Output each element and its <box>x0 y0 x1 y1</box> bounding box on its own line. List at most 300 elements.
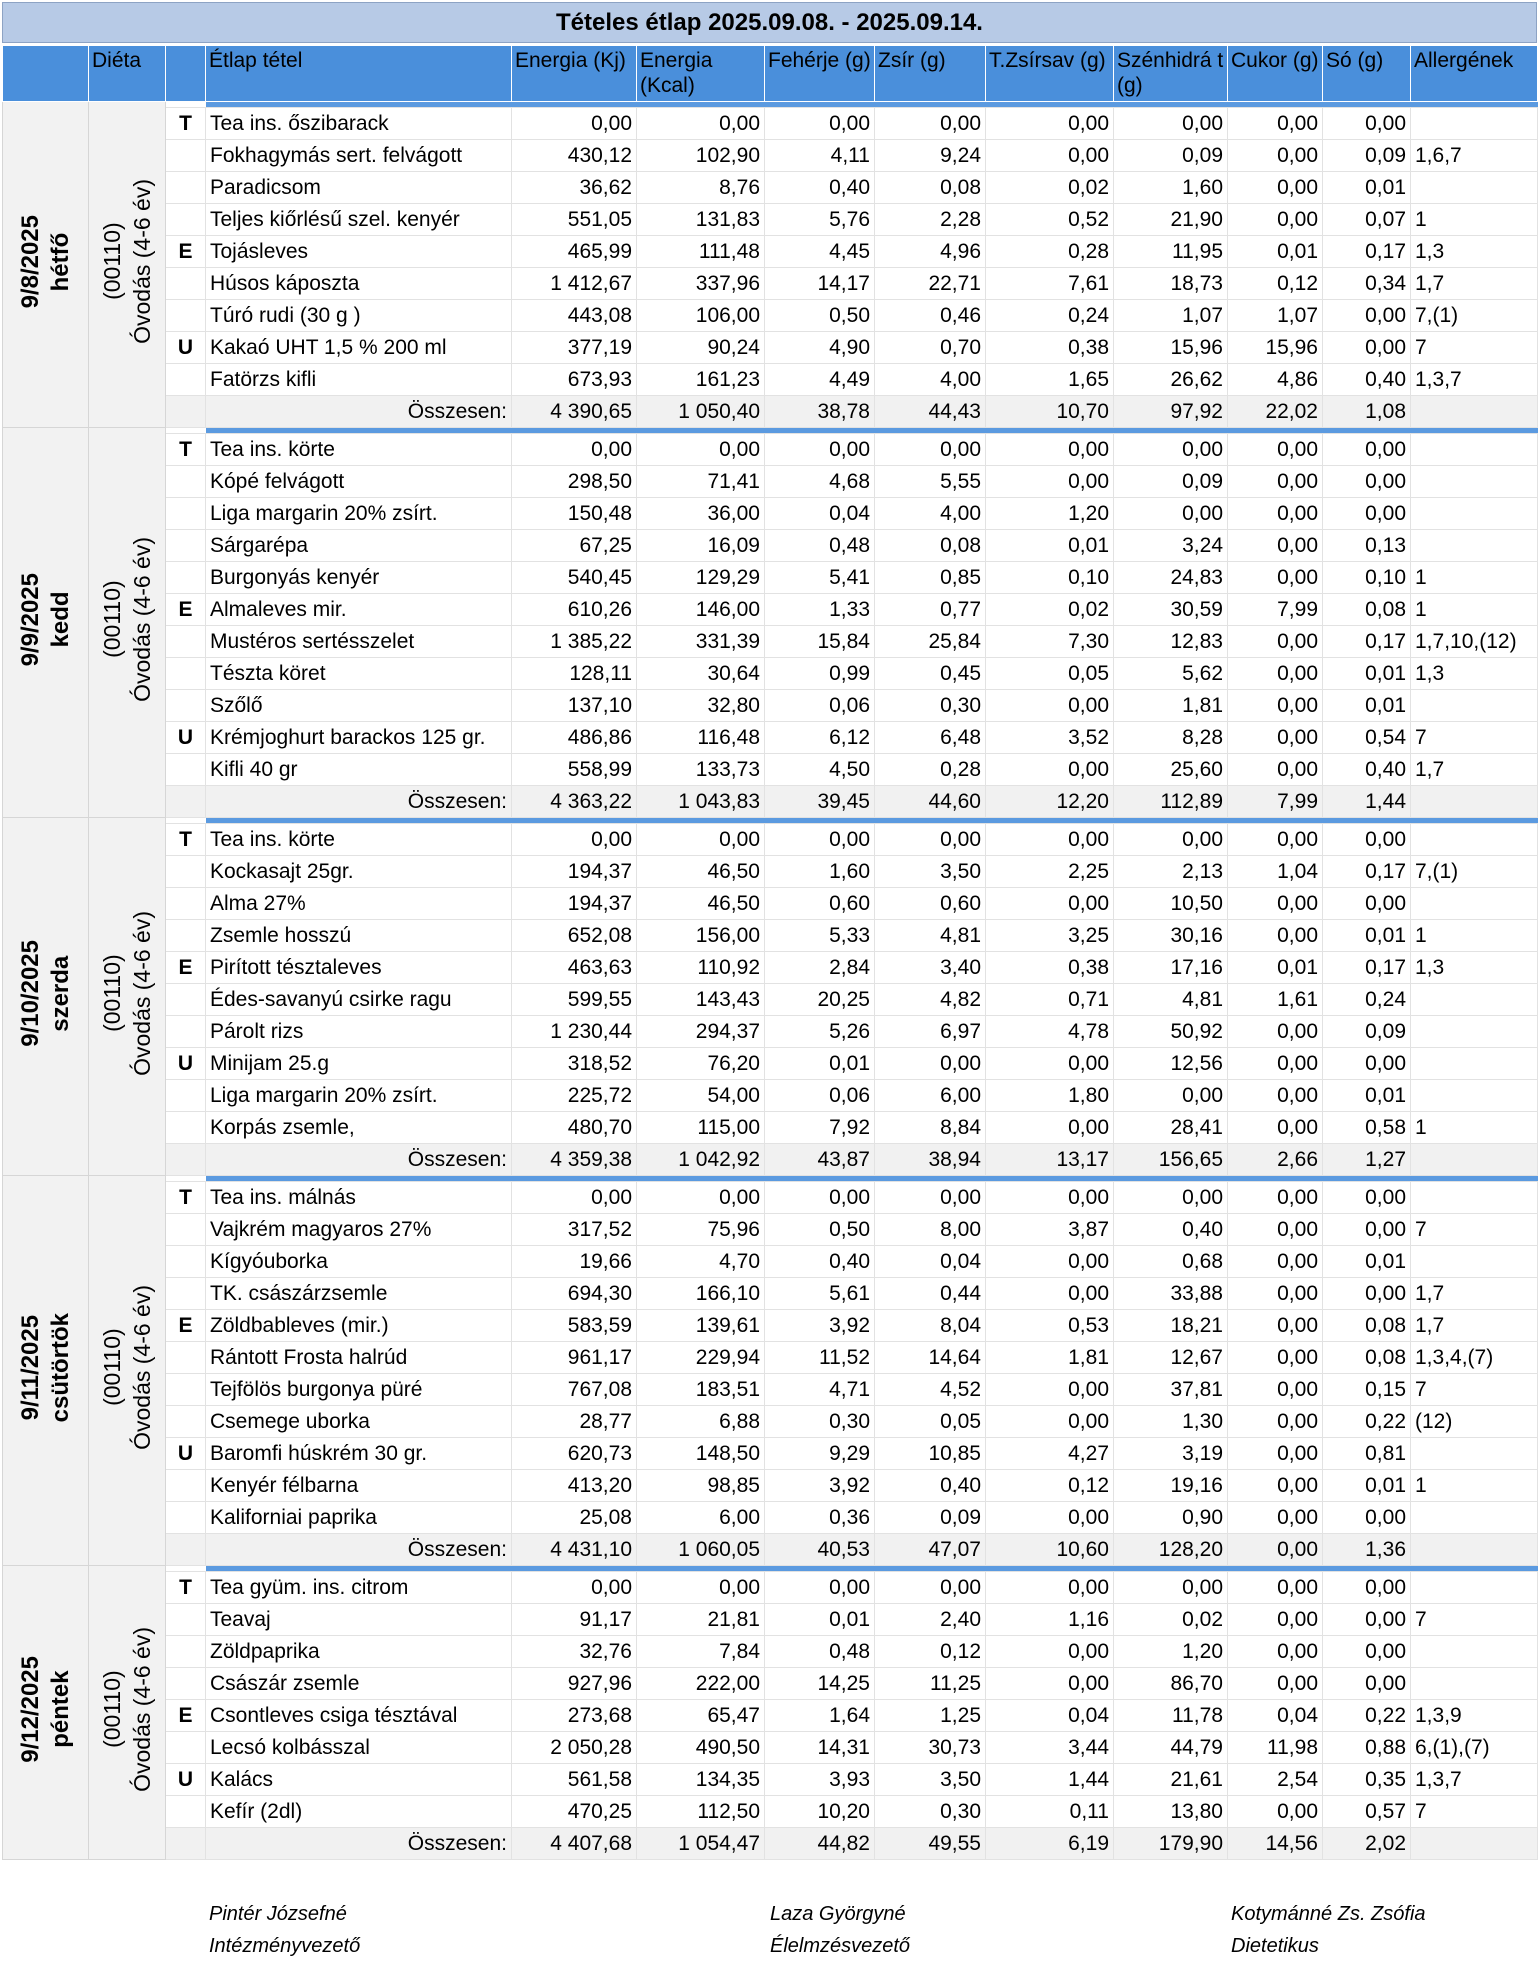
item-carbs: 30,16 <box>1114 920 1228 952</box>
item-energy-kcal: 65,47 <box>637 1700 765 1732</box>
item-sat-fat: 0,00 <box>986 1572 1114 1604</box>
item-fat: 4,00 <box>875 364 986 396</box>
meal-code <box>166 364 206 396</box>
item-salt: 0,00 <box>1323 1182 1411 1214</box>
item-energy-kj: 25,08 <box>512 1502 637 1534</box>
item-protein: 14,31 <box>765 1732 875 1764</box>
item-protein: 0,60 <box>765 888 875 920</box>
item-protein: 0,48 <box>765 530 875 562</box>
item-energy-kj: 318,52 <box>512 1048 637 1080</box>
item-sugar: 0,00 <box>1228 1278 1323 1310</box>
item-protein: 0,48 <box>765 1636 875 1668</box>
menu-item-row <box>3 1246 1538 1278</box>
item-fat: 6,97 <box>875 1016 986 1048</box>
item-salt: 0,24 <box>1323 984 1411 1016</box>
item-carbs: 3,19 <box>1114 1438 1228 1470</box>
day-date: 9/9/2025 <box>16 572 44 667</box>
item-allergens: 1 <box>1411 1470 1538 1502</box>
item-sat-fat: 0,00 <box>986 1502 1114 1534</box>
item-allergens <box>1411 498 1538 530</box>
item-energy-kcal: 21,81 <box>637 1604 765 1636</box>
diet-label <box>97 911 157 1076</box>
item-carbs: 4,81 <box>1114 984 1228 1016</box>
item-protein: 0,00 <box>765 434 875 466</box>
menu-item-row <box>3 1374 1538 1406</box>
total-salt: 1,44 <box>1323 786 1411 818</box>
item-salt: 0,57 <box>1323 1796 1411 1828</box>
item-sat-fat: 0,00 <box>986 888 1114 920</box>
item-allergens <box>1411 984 1538 1016</box>
item-sugar: 0,00 <box>1228 888 1323 920</box>
item-name: Zsemle hosszú <box>206 920 512 952</box>
signature-role: Dietetikus <box>1231 1935 1319 1957</box>
item-energy-kj: 317,52 <box>512 1214 637 1246</box>
total-label: Összesen: <box>206 1144 512 1176</box>
item-energy-kj: 225,72 <box>512 1080 637 1112</box>
item-energy-kcal: 54,00 <box>637 1080 765 1112</box>
item-protein: 0,50 <box>765 300 875 332</box>
item-salt: 0,17 <box>1323 236 1411 268</box>
item-energy-kj: 19,66 <box>512 1246 637 1278</box>
menu-item-row <box>3 300 1538 332</box>
item-sugar: 0,00 <box>1228 1470 1323 1502</box>
item-carbs: 11,95 <box>1114 236 1228 268</box>
item-energy-kcal: 161,23 <box>637 364 765 396</box>
item-fat: 2,40 <box>875 1604 986 1636</box>
item-sugar: 0,00 <box>1228 1048 1323 1080</box>
item-sugar: 4,86 <box>1228 364 1323 396</box>
item-energy-kcal: 0,00 <box>637 108 765 140</box>
total-salt: 1,27 <box>1323 1144 1411 1176</box>
item-fat: 0,70 <box>875 332 986 364</box>
item-salt: 0,00 <box>1323 1572 1411 1604</box>
meal-code: T <box>166 434 206 466</box>
item-energy-kj: 1 385,22 <box>512 626 637 658</box>
header-energy-kcal: Energia (Kcal) <box>637 46 765 102</box>
item-protein: 0,06 <box>765 1080 875 1112</box>
item-sugar: 0,00 <box>1228 172 1323 204</box>
total-label: Összesen: <box>206 786 512 818</box>
item-energy-kj: 377,19 <box>512 332 637 364</box>
item-protein: 3,92 <box>765 1310 875 1342</box>
item-sat-fat: 0,24 <box>986 300 1114 332</box>
item-protein: 7,92 <box>765 1112 875 1144</box>
item-allergens <box>1411 1246 1538 1278</box>
day-total-row <box>3 396 1538 428</box>
item-energy-kj: 486,86 <box>512 722 637 754</box>
item-sat-fat: 0,00 <box>986 1374 1114 1406</box>
item-fat: 3,50 <box>875 856 986 888</box>
day-total-row <box>3 1534 1538 1566</box>
total-allergens <box>1411 396 1538 428</box>
item-energy-kcal: 229,94 <box>637 1342 765 1374</box>
item-allergens: 1,6,7 <box>1411 140 1538 172</box>
item-fat: 0,46 <box>875 300 986 332</box>
signature-2 <box>770 1898 910 1962</box>
day-date-cell <box>3 428 89 818</box>
item-name: Fokhagymás sert. felvágott <box>206 140 512 172</box>
item-name: Kefír (2dl) <box>206 1796 512 1828</box>
item-protein: 10,20 <box>765 1796 875 1828</box>
signature-1 <box>209 1898 360 1962</box>
total-label: Összesen: <box>206 1534 512 1566</box>
item-sat-fat: 0,00 <box>986 754 1114 786</box>
item-fat: 3,50 <box>875 1764 986 1796</box>
item-allergens: (12) <box>1411 1406 1538 1438</box>
item-sugar: 0,00 <box>1228 1406 1323 1438</box>
total-carbs: 112,89 <box>1114 786 1228 818</box>
menu-item-row <box>3 498 1538 530</box>
day-date-label <box>16 940 76 1047</box>
menu-item-row <box>3 1502 1538 1534</box>
item-carbs: 0,00 <box>1114 434 1228 466</box>
item-allergens <box>1411 1016 1538 1048</box>
menu-item-row <box>3 434 1538 466</box>
menu-item-row <box>3 1048 1538 1080</box>
item-sugar: 0,00 <box>1228 1214 1323 1246</box>
item-salt: 0,13 <box>1323 530 1411 562</box>
meal-code <box>166 1214 206 1246</box>
meal-code: T <box>166 1182 206 1214</box>
item-sat-fat: 1,16 <box>986 1604 1114 1636</box>
item-sugar: 0,00 <box>1228 434 1323 466</box>
item-sat-fat: 1,81 <box>986 1342 1114 1374</box>
total-meal-code <box>166 1828 206 1860</box>
day-diet-cell <box>89 102 166 428</box>
item-sat-fat: 0,38 <box>986 952 1114 984</box>
menu-item-row <box>3 690 1538 722</box>
item-allergens: 1,7 <box>1411 754 1538 786</box>
item-energy-kcal: 222,00 <box>637 1668 765 1700</box>
item-energy-kj: 652,08 <box>512 920 637 952</box>
item-energy-kcal: 143,43 <box>637 984 765 1016</box>
item-allergens <box>1411 1572 1538 1604</box>
item-name: TK. császárzsemle <box>206 1278 512 1310</box>
meal-code: T <box>166 108 206 140</box>
item-salt: 0,00 <box>1323 1636 1411 1668</box>
item-protein: 0,00 <box>765 108 875 140</box>
item-energy-kcal: 116,48 <box>637 722 765 754</box>
item-sat-fat: 7,30 <box>986 626 1114 658</box>
item-energy-kcal: 71,41 <box>637 466 765 498</box>
item-fat: 25,84 <box>875 626 986 658</box>
diet-code: (00110) <box>99 1328 125 1407</box>
item-sugar: 0,00 <box>1228 498 1323 530</box>
day-total-row <box>3 1144 1538 1176</box>
menu-item-row <box>3 754 1538 786</box>
item-salt: 0,00 <box>1323 888 1411 920</box>
item-carbs: 21,90 <box>1114 204 1228 236</box>
item-protein: 14,17 <box>765 268 875 300</box>
total-protein: 40,53 <box>765 1534 875 1566</box>
meal-code: T <box>166 1572 206 1604</box>
item-carbs: 2,13 <box>1114 856 1228 888</box>
item-salt: 0,08 <box>1323 1342 1411 1374</box>
item-sugar: 0,00 <box>1228 1016 1323 1048</box>
total-energy-kcal: 1 042,92 <box>637 1144 765 1176</box>
item-salt: 0,01 <box>1323 172 1411 204</box>
item-energy-kj: 583,59 <box>512 1310 637 1342</box>
item-sat-fat: 1,80 <box>986 1080 1114 1112</box>
item-carbs: 12,67 <box>1114 1342 1228 1374</box>
menu-item-row <box>3 1732 1538 1764</box>
total-sat-fat: 10,60 <box>986 1534 1114 1566</box>
meal-code: T <box>166 824 206 856</box>
item-energy-kcal: 146,00 <box>637 594 765 626</box>
item-fat: 0,60 <box>875 888 986 920</box>
item-protein: 0,30 <box>765 1406 875 1438</box>
item-energy-kcal: 90,24 <box>637 332 765 364</box>
signature-block <box>0 1898 1540 1968</box>
item-energy-kj: 470,25 <box>512 1796 637 1828</box>
total-carbs: 97,92 <box>1114 396 1228 428</box>
item-name: Kifli 40 gr <box>206 754 512 786</box>
day-date-cell <box>3 818 89 1176</box>
meal-code <box>166 1406 206 1438</box>
item-carbs: 50,92 <box>1114 1016 1228 1048</box>
item-energy-kcal: 110,92 <box>637 952 765 984</box>
day-date: 9/10/2025 <box>16 940 44 1047</box>
item-sugar: 0,01 <box>1228 236 1323 268</box>
item-sat-fat: 0,02 <box>986 594 1114 626</box>
item-fat: 0,09 <box>875 1502 986 1534</box>
item-sat-fat: 4,27 <box>986 1438 1114 1470</box>
meal-code: U <box>166 722 206 754</box>
item-energy-kj: 430,12 <box>512 140 637 172</box>
menu-item-row <box>3 1668 1538 1700</box>
item-energy-kj: 673,93 <box>512 364 637 396</box>
item-name: Lecsó kolbásszal <box>206 1732 512 1764</box>
item-protein: 5,61 <box>765 1278 875 1310</box>
meal-code <box>166 172 206 204</box>
menu-item-row <box>3 1700 1538 1732</box>
meal-code <box>166 1016 206 1048</box>
menu-item-row <box>3 332 1538 364</box>
meal-code <box>166 268 206 300</box>
item-name: Minijam 25.g <box>206 1048 512 1080</box>
item-sat-fat: 0,02 <box>986 172 1114 204</box>
item-sat-fat: 0,04 <box>986 1700 1114 1732</box>
meal-code <box>166 1278 206 1310</box>
meal-code: E <box>166 1700 206 1732</box>
item-allergens: 7 <box>1411 1214 1538 1246</box>
meal-code <box>166 920 206 952</box>
item-energy-kj: 610,26 <box>512 594 637 626</box>
item-sugar: 0,00 <box>1228 1342 1323 1374</box>
item-allergens <box>1411 108 1538 140</box>
item-salt: 0,01 <box>1323 658 1411 690</box>
item-sugar: 0,00 <box>1228 1080 1323 1112</box>
total-fat: 44,60 <box>875 786 986 818</box>
item-name: Krémjoghurt barackos 125 gr. <box>206 722 512 754</box>
item-energy-kj: 961,17 <box>512 1342 637 1374</box>
day-weekday: hétfő <box>46 232 74 291</box>
item-name: Párolt rizs <box>206 1016 512 1048</box>
item-sugar: 0,00 <box>1228 140 1323 172</box>
meal-code <box>166 888 206 920</box>
meal-code: U <box>166 1048 206 1080</box>
item-fat: 0,00 <box>875 1572 986 1604</box>
item-sat-fat: 0,00 <box>986 1048 1114 1080</box>
item-allergens: 1,7 <box>1411 1310 1538 1342</box>
meal-code <box>166 1112 206 1144</box>
item-salt: 0,15 <box>1323 1374 1411 1406</box>
item-allergens <box>1411 1668 1538 1700</box>
item-protein: 0,01 <box>765 1048 875 1080</box>
item-protein: 0,50 <box>765 1214 875 1246</box>
item-energy-kj: 194,37 <box>512 856 637 888</box>
item-name: Tejfölös burgonya püré <box>206 1374 512 1406</box>
day-total-row <box>3 786 1538 818</box>
meal-code <box>166 530 206 562</box>
item-energy-kcal: 76,20 <box>637 1048 765 1080</box>
item-allergens: 1 <box>1411 920 1538 952</box>
menu-item-row <box>3 658 1538 690</box>
item-sugar: 11,98 <box>1228 1732 1323 1764</box>
item-name: Kenyér félbarna <box>206 1470 512 1502</box>
item-protein: 4,11 <box>765 140 875 172</box>
day-date: 9/12/2025 <box>16 1656 44 1763</box>
total-sat-fat: 13,17 <box>986 1144 1114 1176</box>
item-energy-kcal: 112,50 <box>637 1796 765 1828</box>
menu-table <box>2 45 1538 1860</box>
item-carbs: 86,70 <box>1114 1668 1228 1700</box>
item-protein: 0,40 <box>765 1246 875 1278</box>
item-name: Csontleves csiga tésztával <box>206 1700 512 1732</box>
menu-item-row <box>3 594 1538 626</box>
item-carbs: 12,56 <box>1114 1048 1228 1080</box>
item-sat-fat: 7,61 <box>986 268 1114 300</box>
total-protein: 39,45 <box>765 786 875 818</box>
item-fat: 0,08 <box>875 530 986 562</box>
item-fat: 2,28 <box>875 204 986 236</box>
total-sugar: 14,56 <box>1228 1828 1323 1860</box>
item-allergens: 1 <box>1411 204 1538 236</box>
item-protein: 4,71 <box>765 1374 875 1406</box>
item-allergens: 1 <box>1411 1112 1538 1144</box>
diet-code: (00110) <box>99 954 125 1033</box>
item-salt: 0,01 <box>1323 1246 1411 1278</box>
item-name: Teljes kiőrlésű szel. kenyér <box>206 204 512 236</box>
diet-name: Óvodás (4-6 év) <box>129 537 155 702</box>
item-carbs: 8,28 <box>1114 722 1228 754</box>
diet-label <box>97 537 157 702</box>
total-energy-kcal: 1 054,47 <box>637 1828 765 1860</box>
item-sugar: 0,00 <box>1228 1246 1323 1278</box>
item-name: Vajkrém magyaros 27% <box>206 1214 512 1246</box>
item-protein: 4,50 <box>765 754 875 786</box>
header-item: Étlap tétel <box>206 46 512 102</box>
item-carbs: 30,59 <box>1114 594 1228 626</box>
item-sat-fat: 2,25 <box>986 856 1114 888</box>
menu-item-row <box>3 824 1538 856</box>
menu-item-row <box>3 888 1538 920</box>
meal-code <box>166 1636 206 1668</box>
item-sat-fat: 1,44 <box>986 1764 1114 1796</box>
item-energy-kcal: 133,73 <box>637 754 765 786</box>
item-carbs: 44,79 <box>1114 1732 1228 1764</box>
item-energy-kcal: 6,00 <box>637 1502 765 1534</box>
total-allergens <box>1411 1828 1538 1860</box>
item-energy-kcal: 294,37 <box>637 1016 765 1048</box>
item-salt: 0,00 <box>1323 1048 1411 1080</box>
item-name: Húsos káposzta <box>206 268 512 300</box>
header-sugar: Cukor (g) <box>1228 46 1323 102</box>
item-carbs: 26,62 <box>1114 364 1228 396</box>
diet-name: Óvodás (4-6 év) <box>129 179 155 344</box>
menu-item-row <box>3 1406 1538 1438</box>
meal-code <box>166 466 206 498</box>
item-fat: 22,71 <box>875 268 986 300</box>
item-sugar: 0,00 <box>1228 1796 1323 1828</box>
item-energy-kj: 463,63 <box>512 952 637 984</box>
item-energy-kcal: 337,96 <box>637 268 765 300</box>
day-date-label <box>16 573 76 666</box>
item-sat-fat: 3,52 <box>986 722 1114 754</box>
menu-item-row <box>3 236 1538 268</box>
item-allergens: 1,3 <box>1411 952 1538 984</box>
item-sat-fat: 0,12 <box>986 1470 1114 1502</box>
item-carbs: 33,88 <box>1114 1278 1228 1310</box>
item-name: Rántott Frosta halrúd <box>206 1342 512 1374</box>
item-fat: 0,77 <box>875 594 986 626</box>
menu-item-row <box>3 1572 1538 1604</box>
header-salt: Só (g) <box>1323 46 1411 102</box>
item-protein: 5,76 <box>765 204 875 236</box>
item-energy-kcal: 46,50 <box>637 856 765 888</box>
item-sugar: 0,00 <box>1228 1502 1323 1534</box>
item-protein: 0,99 <box>765 658 875 690</box>
item-name: Kópé felvágott <box>206 466 512 498</box>
meal-code <box>166 1342 206 1374</box>
item-name: Tea ins. málnás <box>206 1182 512 1214</box>
item-salt: 0,17 <box>1323 952 1411 984</box>
menu-item-row <box>3 1080 1538 1112</box>
item-name: Zöldpaprika <box>206 1636 512 1668</box>
total-sugar: 22,02 <box>1228 396 1323 428</box>
item-name: Burgonyás kenyér <box>206 562 512 594</box>
signature-name: Pintér Józsefné <box>209 1903 347 1925</box>
meal-code <box>166 1374 206 1406</box>
item-carbs: 0,00 <box>1114 824 1228 856</box>
item-energy-kcal: 166,10 <box>637 1278 765 1310</box>
item-carbs: 0,00 <box>1114 1572 1228 1604</box>
meal-code <box>166 856 206 888</box>
menu-item-row <box>3 952 1538 984</box>
item-salt: 0,00 <box>1323 1604 1411 1636</box>
item-sugar: 0,00 <box>1228 530 1323 562</box>
item-protein: 4,45 <box>765 236 875 268</box>
item-energy-kcal: 4,70 <box>637 1246 765 1278</box>
day-date: 9/8/2025 <box>16 214 44 309</box>
item-energy-kj: 128,11 <box>512 658 637 690</box>
item-energy-kj: 32,76 <box>512 1636 637 1668</box>
item-sat-fat: 0,00 <box>986 140 1114 172</box>
menu-item-row <box>3 1214 1538 1246</box>
item-salt: 0,00 <box>1323 1668 1411 1700</box>
item-energy-kj: 480,70 <box>512 1112 637 1144</box>
item-fat: 0,00 <box>875 1182 986 1214</box>
meal-code <box>166 984 206 1016</box>
item-carbs: 0,00 <box>1114 498 1228 530</box>
item-energy-kcal: 16,09 <box>637 530 765 562</box>
item-salt: 0,00 <box>1323 332 1411 364</box>
item-sugar: 0,01 <box>1228 952 1323 984</box>
menu-item-row <box>3 856 1538 888</box>
item-allergens <box>1411 1182 1538 1214</box>
item-fat: 5,55 <box>875 466 986 498</box>
item-energy-kj: 67,25 <box>512 530 637 562</box>
